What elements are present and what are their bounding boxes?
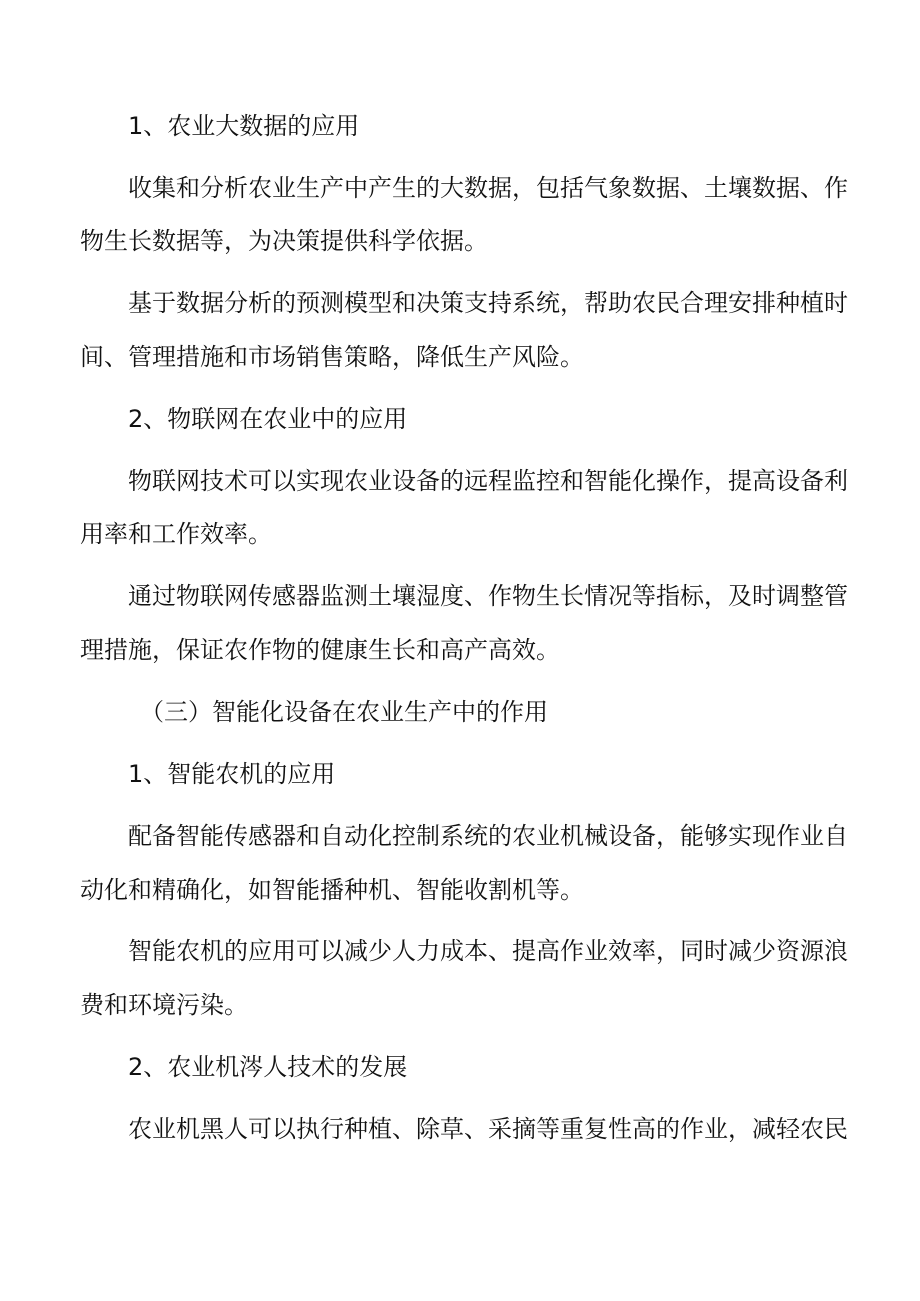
- heading-big-data: 1、农业大数据的应用: [128, 112, 360, 140]
- paragraph-line: 费和环境污染。: [80, 991, 248, 1019]
- section-heading-smart-devices: （三）智能化设备在农业生产中的作用: [140, 698, 548, 726]
- paragraph-line: 间、管理措施和市场销售策略，降低生产风险。: [80, 343, 584, 371]
- paragraph-line: 用率和工作效率。: [80, 520, 272, 548]
- paragraph-line: 智能农机的应用可以减少人力成本、提高作业效率，同时减少资源浪: [128, 937, 848, 965]
- paragraph-line: 物联网技术可以实现农业设备的远程监控和智能化操作，提高设备利: [128, 467, 848, 495]
- paragraph-line: 配备智能传感器和自动化控制系统的农业机械设备，能够实现作业自: [128, 822, 848, 850]
- paragraph-line: 理措施，保证农作物的健康生长和高产高效。: [80, 636, 560, 664]
- paragraph-line: 基于数据分析的预测模型和决策支持系统，帮助农民合理安排种植时: [128, 289, 848, 317]
- paragraph-line: 物生长数据等，为决策提供科学依据。: [80, 227, 488, 255]
- heading-smart-machinery: 1、智能农机的应用: [128, 760, 336, 788]
- paragraph-line: 农业机黑人可以执行种植、除草、采摘等重复性高的作业，减轻农民: [128, 1115, 848, 1143]
- paragraph-line: 通过物联网传感器监测土壤湿度、作物生长情况等指标，及时调整管: [128, 582, 848, 610]
- heading-robot-technology: 2、农业机涔人技术的发展: [128, 1053, 408, 1081]
- heading-iot: 2、物联网在农业中的应用: [128, 405, 408, 433]
- paragraph-line: 动化和精确化，如智能播种机、智能收割机等。: [80, 876, 584, 904]
- paragraph-line: 收集和分析农业生产中产生的大数据，包括气象数据、土壤数据、作: [128, 174, 848, 202]
